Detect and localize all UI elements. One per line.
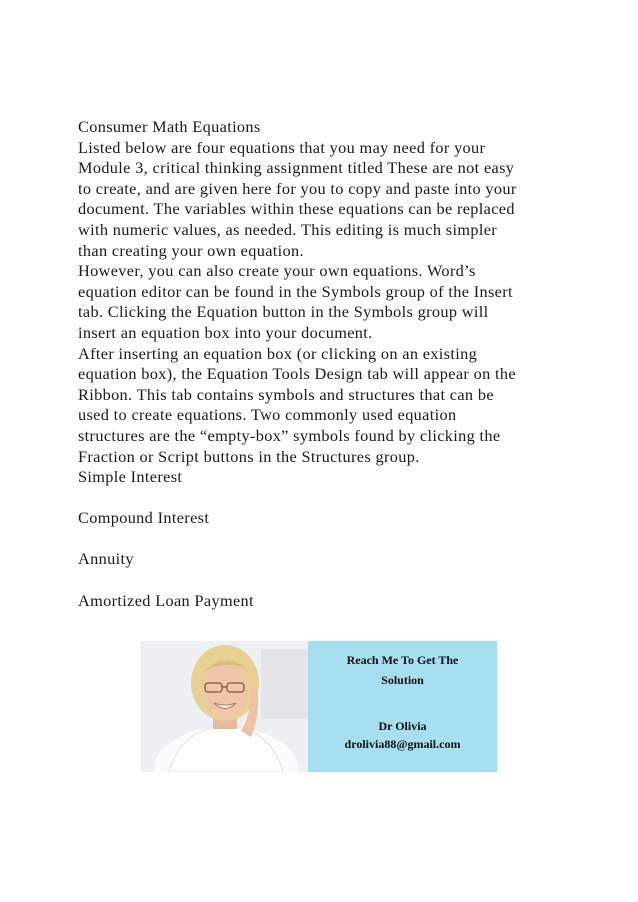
paragraph-line: to create, and are given here for you to copy and paste into your <box>78 178 517 198</box>
document-title: Consumer Math Equations <box>78 117 261 136</box>
document-body <box>78 117 568 611</box>
promo-headline-2: Solution <box>381 673 424 687</box>
paragraph-line: Listed below are four equations that you may need for your <box>78 137 486 157</box>
paragraph-line: Module 3, critical thinking assignment titled These are not easy <box>78 158 515 178</box>
person-photo <box>141 641 308 772</box>
promo-headline: Reach Me To Get The <box>346 653 459 667</box>
heading-annuity: Annuity <box>78 549 134 569</box>
woman-portrait-illustration <box>141 641 308 772</box>
paragraph-line: document. The variables within these equations can be replaced <box>78 199 515 219</box>
paragraph-line: used to create equations. Two commonly used equation <box>78 405 457 425</box>
paragraph-line: structures are the “empty-box” symbols found by clicking the <box>78 425 501 445</box>
heading-compound-interest: Compound Interest <box>78 508 210 528</box>
contact-name: Dr Olivia <box>378 719 427 733</box>
paragraph-line: However, you can also create your own equations. Word’s <box>78 261 476 281</box>
spacer <box>78 529 568 550</box>
paragraph-line: with numeric values, as needed. This editing is much simpler <box>78 219 498 239</box>
paragraph-line: tab. Clicking the Equation button in the Symbols group will <box>78 302 489 322</box>
paragraph-line: than creating your own equation. <box>78 240 304 260</box>
paragraph-line: equation box), the Equation Tools Design tab will appear on the <box>78 364 516 384</box>
paragraph-line: Ribbon. This tab contains symbols and structures that can be <box>78 384 494 404</box>
paragraph-line: insert an equation box into your document. <box>78 322 373 342</box>
contact-email[interactable]: drolivia88@gmail.com <box>344 737 461 751</box>
contact-panel <box>308 641 497 772</box>
paragraph-line: After inserting an equation box (or clicking on an existing <box>78 343 478 363</box>
spacer <box>78 488 568 509</box>
heading-simple-interest: Simple Interest <box>78 467 183 487</box>
heading-amortized-loan-payment: Amortized Loan Payment <box>78 590 254 610</box>
paragraph-line: Fraction or Script buttons in the Structures group. <box>78 446 420 466</box>
promo-banner <box>141 641 497 772</box>
spacer <box>78 570 568 591</box>
paragraph-line: equation editor can be found in the Symbols group of the Insert <box>78 281 513 301</box>
